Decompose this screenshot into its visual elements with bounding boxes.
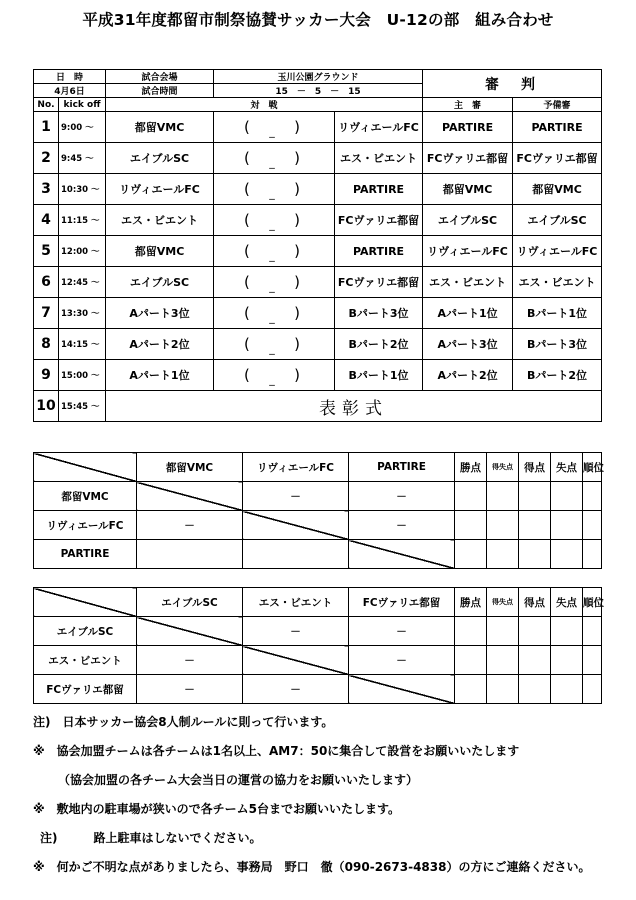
away-team: エス・ビエント	[335, 143, 423, 174]
score-close: )	[294, 335, 301, 353]
standings-cell	[583, 511, 602, 540]
score-open: (	[244, 149, 250, 167]
standings-cell	[487, 617, 519, 646]
standings-header: 順位	[583, 588, 602, 617]
standings-header: 失点	[551, 453, 583, 482]
result-cell: －	[137, 511, 243, 540]
note-contact: ※ 何かご不明な点がありましたら、事務局 野口 徹（090-2673-4838）の方にご連絡ください。	[33, 860, 591, 874]
away-team: FCヴァリエ都留	[335, 205, 423, 236]
score-close: )	[294, 149, 301, 167]
main-referee: 都留VMC	[423, 174, 513, 205]
kickoff-time: 14:15 ～	[59, 329, 106, 360]
score-open: (	[244, 366, 250, 384]
date-value: 4月6日	[34, 84, 106, 98]
match-no: 8	[34, 329, 59, 360]
home-team: 都留VMC	[106, 236, 214, 267]
match-no: 4	[34, 205, 59, 236]
standings-cell	[455, 646, 487, 675]
standings-cell	[551, 675, 583, 704]
standings-cell	[551, 511, 583, 540]
score-open: (	[244, 211, 250, 229]
home-team: Aパート2位	[106, 329, 214, 360]
ceremony-time: 15:45 ～	[59, 391, 106, 422]
kickoff-time: 10:30 ～	[59, 174, 106, 205]
league-a-table	[33, 452, 602, 569]
note-rules: 注) 日本サッカー協会8人制ルールに則って行います。	[33, 715, 334, 729]
score-close: )	[294, 180, 301, 198]
main-referee: Aパート3位	[423, 329, 513, 360]
score-cell	[214, 267, 335, 298]
standings-cell	[519, 675, 551, 704]
home-team: 都留VMC	[106, 112, 214, 143]
venue-value: 玉川公園グラウンド	[214, 70, 423, 84]
standings-cell	[583, 540, 602, 569]
match-row	[34, 298, 602, 329]
result-cell: －	[137, 675, 243, 704]
ceremony-no: 10	[34, 391, 59, 422]
main-referee: エス・ビエント	[423, 267, 513, 298]
standings-cell	[455, 617, 487, 646]
score-close: )	[294, 211, 301, 229]
match-row	[34, 112, 602, 143]
team-row-header: 都留VMC	[34, 482, 137, 511]
score-open: (	[244, 118, 250, 136]
match-no: 9	[34, 360, 59, 391]
match-no: 7	[34, 298, 59, 329]
standings-header: 勝点	[455, 453, 487, 482]
match-row	[34, 329, 602, 360]
venue-label: 試合会場	[106, 70, 214, 84]
reserve-referee: リヴィエールFC	[513, 236, 602, 267]
home-team: エイブルSC	[106, 143, 214, 174]
score-cell	[214, 236, 335, 267]
home-team: リヴィエールFC	[106, 174, 214, 205]
team-column-header: エイブルSC	[137, 588, 243, 617]
standings-header: 得失点	[487, 588, 519, 617]
team-column-header: FCヴァリエ都留	[349, 588, 455, 617]
match-time-value: 15 － 5 － 15	[214, 84, 423, 98]
standings-cell	[551, 646, 583, 675]
standings-cell	[551, 482, 583, 511]
result-cell	[137, 540, 243, 569]
kickoff-time: 9:00 ～	[59, 112, 106, 143]
note-parking: ※ 敷地内の駐車場が狭いので各チーム5台までお願いいたします。	[33, 802, 401, 816]
standings-cell	[487, 646, 519, 675]
col-match: 対 戦	[106, 98, 423, 112]
score-open: (	[244, 304, 250, 322]
standings-header: 失点	[551, 588, 583, 617]
score-dash: _	[269, 217, 275, 231]
match-no: 5	[34, 236, 59, 267]
standings-cell	[551, 617, 583, 646]
standings-cell	[487, 675, 519, 704]
reserve-referee: Bパート2位	[513, 360, 602, 391]
standings-header: 得点	[519, 588, 551, 617]
result-cell	[137, 482, 243, 511]
standings-cell	[519, 646, 551, 675]
score-cell	[214, 112, 335, 143]
note-assembly: ※ 協会加盟チームは各チームは1名以上、AM7：50に集合して設営をお願いいたします	[33, 744, 520, 758]
main-referee: FCヴァリエ都留	[423, 143, 513, 174]
reserve-referee: Bパート3位	[513, 329, 602, 360]
score-open: (	[244, 242, 250, 260]
away-team: Bパート2位	[335, 329, 423, 360]
score-close: )	[294, 242, 301, 260]
away-team: Bパート3位	[335, 298, 423, 329]
standings-cell	[551, 540, 583, 569]
away-team: リヴィエールFC	[335, 112, 423, 143]
reserve-referee: PARTIRE	[513, 112, 602, 143]
away-team: FCヴァリエ都留	[335, 267, 423, 298]
standings-cell	[455, 511, 487, 540]
team-column-header: リヴィエールFC	[243, 453, 349, 482]
result-cell	[243, 511, 349, 540]
result-cell: －	[243, 617, 349, 646]
team-row-header: リヴィエールFC	[34, 511, 137, 540]
reserve-referee: Bパート1位	[513, 298, 602, 329]
standings-cell	[455, 540, 487, 569]
match-time-label: 試合時間	[106, 84, 214, 98]
reserve-referee: FCヴァリエ都留	[513, 143, 602, 174]
match-no: 1	[34, 112, 59, 143]
standings-cell	[583, 675, 602, 704]
main-referee: Aパート1位	[423, 298, 513, 329]
score-cell	[214, 360, 335, 391]
main-referee: Aパート2位	[423, 360, 513, 391]
ceremony-label: 表彰式	[106, 391, 602, 422]
match-row	[34, 360, 602, 391]
date-label: 日 時	[34, 70, 106, 84]
standings-cell	[583, 646, 602, 675]
result-cell: －	[137, 646, 243, 675]
match-row	[34, 205, 602, 236]
score-dash: _	[269, 248, 275, 262]
away-team: PARTIRE	[335, 236, 423, 267]
col-main-referee: 主 審	[423, 98, 513, 112]
standings-header: 得点	[519, 453, 551, 482]
score-close: )	[294, 366, 301, 384]
match-no: 3	[34, 174, 59, 205]
score-dash: _	[269, 155, 275, 169]
score-cell	[214, 143, 335, 174]
kickoff-time: 12:00 ～	[59, 236, 106, 267]
match-row	[34, 174, 602, 205]
col-no: No.	[34, 98, 59, 112]
match-row	[34, 236, 602, 267]
league-b-table	[33, 587, 602, 704]
match-row	[34, 267, 602, 298]
away-team: Bパート1位	[335, 360, 423, 391]
referee-header: 審 判	[423, 70, 602, 98]
page-title: 平成31年度都留市制祭協賛サッカー大会 U-12の部 組み合わせ	[82, 11, 554, 29]
score-cell	[214, 174, 335, 205]
home-team: エイブルSC	[106, 267, 214, 298]
score-dash: _	[269, 372, 275, 386]
score-cell	[214, 329, 335, 360]
kickoff-time: 9:45 ～	[59, 143, 106, 174]
standings-cell	[455, 675, 487, 704]
standings-header: 順位	[583, 453, 602, 482]
team-row-header: FCヴァリエ都留	[34, 675, 137, 704]
standings-header: 勝点	[455, 588, 487, 617]
home-team: Aパート3位	[106, 298, 214, 329]
home-team: Aパート1位	[106, 360, 214, 391]
standings-cell	[455, 482, 487, 511]
score-dash: _	[269, 279, 275, 293]
reserve-referee: 都留VMC	[513, 174, 602, 205]
result-cell	[349, 675, 455, 704]
score-open: (	[244, 335, 250, 353]
kickoff-time: 15:00 ～	[59, 360, 106, 391]
team-row-header: PARTIRE	[34, 540, 137, 569]
standings-cell	[487, 482, 519, 511]
score-cell	[214, 205, 335, 236]
kickoff-time: 13:30 ～	[59, 298, 106, 329]
col-kickoff: kick off	[59, 98, 106, 112]
match-schedule-table	[33, 69, 602, 422]
result-cell	[137, 617, 243, 646]
result-cell: －	[349, 511, 455, 540]
result-cell: －	[243, 675, 349, 704]
standings-cell	[519, 540, 551, 569]
note-cooperation: （協会加盟の各チーム大会当日の運営の協力をお願いいたします）	[58, 773, 419, 787]
score-close: )	[294, 273, 301, 291]
standings-cell	[519, 511, 551, 540]
standings-header: 得失点	[487, 453, 519, 482]
score-close: )	[294, 118, 301, 136]
main-referee: エイブルSC	[423, 205, 513, 236]
standings-cell	[519, 617, 551, 646]
score-close: )	[294, 304, 301, 322]
reserve-referee: エイブルSC	[513, 205, 602, 236]
result-cell: －	[349, 646, 455, 675]
note-no-street-parking: 注) 路上駐車はしないでください。	[40, 831, 262, 845]
away-team: PARTIRE	[335, 174, 423, 205]
team-column-header: PARTIRE	[349, 453, 455, 482]
result-cell	[243, 540, 349, 569]
kickoff-time: 11:15 ～	[59, 205, 106, 236]
standings-cell	[583, 617, 602, 646]
team-column-header: 都留VMC	[137, 453, 243, 482]
score-dash: _	[269, 341, 275, 355]
result-cell	[243, 646, 349, 675]
standings-cell	[487, 511, 519, 540]
reserve-referee: エス・ビエント	[513, 267, 602, 298]
score-dash: _	[269, 186, 275, 200]
score-open: (	[244, 273, 250, 291]
main-referee: リヴィエールFC	[423, 236, 513, 267]
team-row-header: エス・ビエント	[34, 646, 137, 675]
main-referee: PARTIRE	[423, 112, 513, 143]
standings-cell	[487, 540, 519, 569]
kickoff-time: 12:45 ～	[59, 267, 106, 298]
standings-cell	[519, 482, 551, 511]
result-cell: －	[243, 482, 349, 511]
result-cell: －	[349, 482, 455, 511]
standings-cell	[583, 482, 602, 511]
home-team: エス・ビエント	[106, 205, 214, 236]
corner-cell	[34, 588, 137, 617]
score-dash: _	[269, 310, 275, 324]
result-cell: －	[349, 617, 455, 646]
corner-cell	[34, 453, 137, 482]
match-no: 2	[34, 143, 59, 174]
match-row	[34, 143, 602, 174]
match-no: 6	[34, 267, 59, 298]
team-column-header: エス・ビエント	[243, 588, 349, 617]
score-open: (	[244, 180, 250, 198]
score-cell	[214, 298, 335, 329]
col-reserve-referee: 予備審	[513, 98, 602, 112]
score-dash: _	[269, 124, 275, 138]
team-row-header: エイブルSC	[34, 617, 137, 646]
result-cell	[349, 540, 455, 569]
